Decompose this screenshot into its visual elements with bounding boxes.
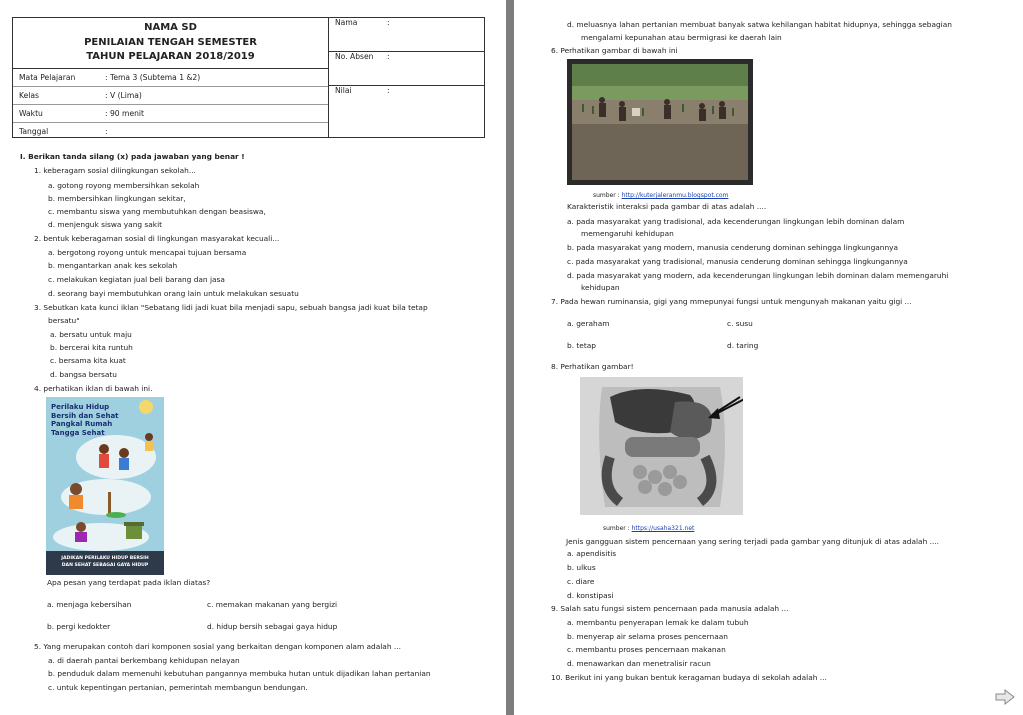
answer-option: d. pada masyarakat yang modern, ada kecenderungan lingkungan lebih dominan dalam memengaruhi [567, 271, 949, 280]
source-link[interactable]: http://kuterjaleranmu.blogspot.com [621, 192, 729, 199]
answer-option: c. membantu siswa yang membutuhkan dengan beasiswa, [48, 207, 266, 216]
field-label: No. Absen [335, 52, 374, 61]
field-value: : Tema 3 (Subtema 1 &2) [105, 73, 201, 82]
answer-option: c. diare [567, 577, 595, 586]
page-gutter [506, 0, 514, 715]
field-value: : [105, 127, 108, 136]
rice-field-photo [567, 59, 753, 185]
question-line: 8. Perhatikan gambar! [551, 362, 634, 371]
photo-content [572, 64, 748, 180]
answer-option: memengaruhi kehidupan [581, 229, 674, 238]
question-line: 3. Sebutkan kata kunci iklan "Sebatang lidi jadi kuat bila menjadi sapu, sebuah bangsa jadi kuat bila tetap [34, 303, 428, 312]
answer-option: d. konstipasi [567, 591, 614, 600]
question-line: Apa pesan yang terdapat pada iklan diatas? [47, 578, 211, 587]
answer-option: a. geraham [567, 319, 610, 328]
answer-option: a. di daerah pantai berkembang kehidupan nelayan [48, 656, 240, 665]
answer-option: d. taring [727, 341, 759, 350]
image-source [593, 191, 728, 200]
field-label: Mata Pelajaran [19, 73, 76, 82]
question-line: 10. Berikut ini yang bukan bentuk keragaman budaya di sekolah adalah ... [551, 673, 827, 682]
answer-option: b. bercerai kita runtuh [50, 343, 133, 352]
answer-option: c. pada masyarakat yang tradisional, manusia cenderung dominan sehingga lingkungannya [567, 257, 908, 266]
answer-option: b. ulkus [567, 563, 596, 572]
answer-option: d. bangsa bersatu [50, 370, 117, 379]
left-page [0, 0, 506, 715]
header-titles [13, 18, 328, 69]
question-line: 4. perhatikan iklan di bawah ini. [34, 384, 153, 393]
answer-option: d. menawarkan dan menetralisir racun [567, 659, 711, 668]
answer-option: b. penduduk dalam memenuhi kebutuhan pangannya membuka hutan untuk dijadikan lahan pertanian [48, 669, 431, 678]
next-page-arrow-icon[interactable] [995, 689, 1015, 705]
header-fields [13, 69, 328, 140]
question-line: 6. Perhatikan gambar di bawah ini [551, 46, 678, 55]
field-subject [13, 69, 328, 87]
instruction: I. Berikan tanda silang (x) pada jawaban yang benar ! [20, 152, 245, 161]
question-line: 2. bentuk keberagaman sosial di lingkungan masyarakat kecuali... [34, 234, 280, 243]
answer-option: d. menjenguk siswa yang sakit [48, 220, 163, 229]
digestive-system-image [580, 377, 743, 515]
source-link[interactable]: https://usaha321.net [631, 525, 695, 532]
poster-footer [46, 551, 164, 575]
field-date [13, 123, 328, 140]
answer-option: a. menjaga kebersihan [47, 600, 132, 609]
answer-option: d. hidup bersih sebagai gaya hidup [207, 622, 338, 631]
answer-option: c. susu [727, 319, 753, 328]
answer-option: kehidupan [581, 283, 620, 292]
answer-option: b. tetap [567, 341, 596, 350]
answer-option: d. meluasnya lahan pertanian membuat banyak satwa kehilangan habitat hidupnya, sehingga sebagian [567, 20, 952, 29]
source-label: sumber : [603, 525, 630, 532]
poster-title: Perilaku Hidup Bersih dan Sehat Pangkal Rumah Tangga Sehat [51, 403, 119, 437]
poster-footer-line: DAN SEHAT SEBAGAI GAYA HIDUP [61, 563, 149, 568]
answer-option: d. seorang bayi membutuhkan orang lain untuk melakukan sesuatu [48, 289, 299, 298]
field-label: Tanggal [19, 127, 49, 136]
answer-option: a. bersatu untuk maju [50, 330, 132, 339]
answer-option: a. pada masyarakat yang tradisional, ada kecenderungan lingkungan lebih dominan dalam [567, 217, 905, 226]
header-left-block [13, 18, 329, 137]
question-line: bersatu" [48, 316, 80, 325]
answer-option: c. membantu proses pencernaan makanan [567, 645, 726, 654]
poster-footer-line: JADIKAN PERILAKU HIDUP BERSIH [61, 556, 149, 561]
answer-option: a. apendisitis [567, 549, 617, 558]
farmers-illustration [572, 64, 748, 180]
answer-option: c. melakukan kegiatan jual beli barang dan jasa [48, 275, 225, 284]
academic-year: TAHUN PELAJARAN 2018/2019 [86, 51, 255, 62]
answer-option: a. bergotong royong untuk mencapai tujuan bersama [48, 248, 247, 257]
phbs-poster-image [46, 397, 164, 575]
field-label: Nilai [335, 86, 352, 95]
field-label: Kelas [19, 91, 39, 100]
answer-option: b. mengantarkan anak kes sekolah [48, 261, 178, 270]
image-source [603, 524, 694, 533]
exam-header-table [12, 17, 485, 138]
question-line: 7. Pada hewan ruminansia, gigi yang mmepunyai fungsi untuk mengunyah makanan yaitu gigi ... [551, 297, 912, 306]
answer-option: b. pada masyarakat yang modern, manusia cenderung dominan sehingga lingkungannya [567, 243, 899, 252]
answer-option: c. memakan makanan yang bergizi [207, 600, 338, 609]
source-label: sumber : [593, 192, 620, 199]
digestive-illustration [580, 377, 743, 515]
field-time [13, 105, 328, 123]
answer-option: c. bersama kita kuat [50, 356, 126, 365]
question-line: Jenis gangguan sistem pencernaan yang sering terjadi pada gambar yang ditunjuk di atas adalah .... [566, 537, 939, 546]
question-line: 9. Salah satu fungsi sistem pencernaan pada manusia adalah ... [551, 604, 789, 613]
field-colon: : [387, 18, 390, 27]
answer-option: b. menyerap air selama proses pencernaan [567, 632, 728, 641]
answer-option: a. membantu penyerapan lemak ke dalam tubuh [567, 618, 749, 627]
poster-illustration [46, 397, 164, 575]
answer-option: b. pergi kedokter [47, 622, 111, 631]
exam-name: PENILAIAN TENGAH SEMESTER [84, 36, 257, 48]
field-absen [329, 52, 485, 86]
field-score [329, 86, 485, 137]
field-colon: : [387, 86, 390, 95]
answer-option: a. gotong royong membersihkan sekolah [48, 181, 200, 190]
header-right-block [329, 18, 485, 137]
question-line: Karakteristik interaksi pada gambar di atas adalah .... [567, 202, 767, 211]
question-line: 5. Yang merupakan contoh dari komponen sosial yang berkaitan dengan komponen alam adalah ... [34, 642, 401, 651]
school-name: NAMA SD [144, 22, 197, 33]
field-label: Waktu [19, 109, 43, 118]
field-class [13, 87, 328, 105]
field-value: : V (Lima) [105, 91, 142, 100]
answer-option: b. membersihkan lingkungan sekitar, [48, 194, 186, 203]
answer-option: c. untuk kepentingan pertanian, pemerintah membangun bendungan. [48, 683, 308, 692]
field-value: : 90 menit [105, 109, 145, 118]
field-label: Nama [335, 18, 358, 27]
field-colon: : [387, 52, 390, 61]
field-name [329, 18, 485, 52]
answer-option: mengalami kepunahan atau bermigrasi ke daerah lain [581, 33, 782, 42]
question-line: 1. keberagam sosial dilingkungan sekolah... [34, 166, 196, 175]
